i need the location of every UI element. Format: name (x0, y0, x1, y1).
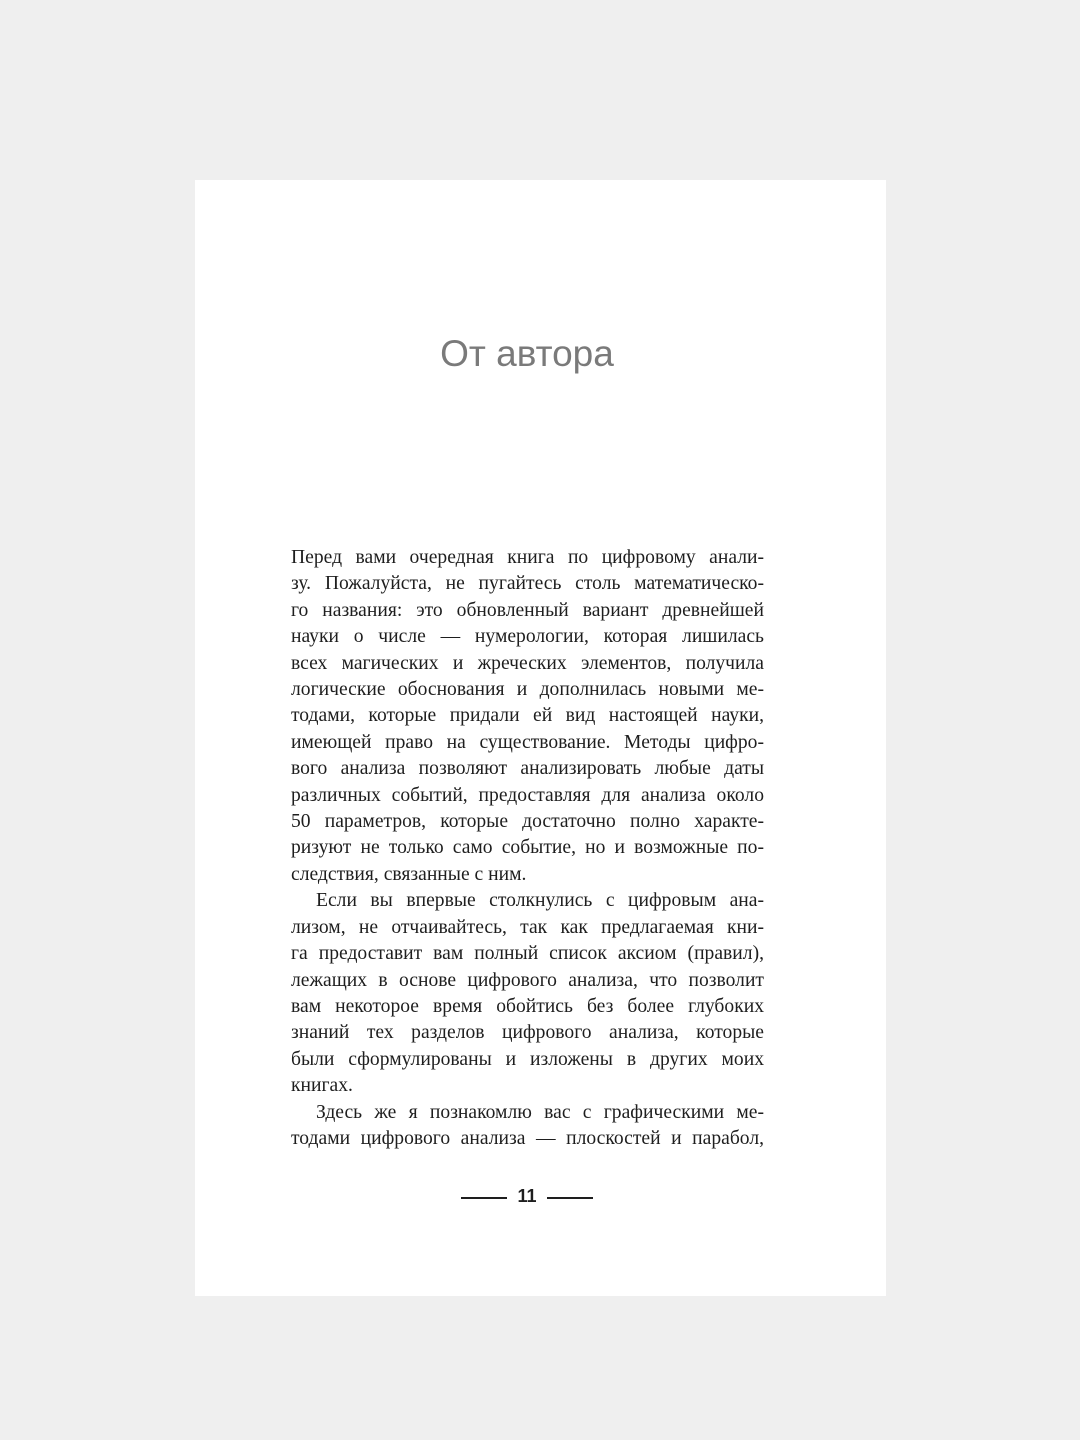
text-line: Перед вами очередная книга по цифровому анали- (291, 547, 764, 568)
text-line: всех магических и жреческих элементов, получила (291, 652, 764, 674)
text-line: следствия, связанные с ним. (291, 863, 527, 885)
text-line: го названия: это обновленный вариант древнейшей (291, 599, 764, 621)
text-line: га предоставит вам полный список аксиом (правил), (291, 943, 764, 965)
text-line: имеющей право на существование. Методы цифро- (291, 731, 764, 753)
text-line: Здесь же я познакомлю вас с графическими ме- (316, 1101, 764, 1123)
text-line: лежащих в основе цифрового анализа, что позволит (291, 969, 764, 991)
text-line: знаний тех разделов цифрового анализа, которые (291, 1022, 764, 1044)
text-line: логические обоснования и дополнилась новыми ме- (291, 679, 764, 701)
page-footer (461, 1186, 593, 1210)
text-line: вого анализа позволяют анализировать любые даты (291, 758, 764, 780)
body-text (291, 545, 764, 1152)
text-line: тодами цифрового анализа — плоскостей и парабол, (291, 1127, 764, 1149)
text-line: различных событий, предоставляя для анализа около (291, 784, 764, 806)
footer-rule-right (547, 1197, 593, 1199)
text-line: книгах. (291, 1075, 353, 1097)
text-line: вам некоторое время обойтись без более глубоких (291, 995, 764, 1017)
text-line: ризуют не только само событие, но и возможные по- (291, 837, 764, 859)
text-line: зу. Пожалуйста, не пугайтесь столь математическо- (291, 573, 764, 595)
text-line: тодами, которые придали ей вид настоящей науки, (291, 705, 764, 727)
text-line: лизом, не отчаивайтесь, так как предлагаемая кни- (291, 916, 764, 938)
text-line: 50 параметров, которые достаточно полно характе- (291, 811, 764, 833)
text-line: были сформулированы и изложены в других моих (291, 1048, 764, 1070)
text-line: Если вы впервые столкнулись с цифровым ана- (316, 890, 764, 912)
page-number: 11 (517, 1186, 537, 1206)
chapter-title: От автора (440, 333, 614, 374)
text-line: науки о числе — нумерологии, которая лишилась (291, 626, 764, 648)
book-page (195, 180, 886, 1296)
